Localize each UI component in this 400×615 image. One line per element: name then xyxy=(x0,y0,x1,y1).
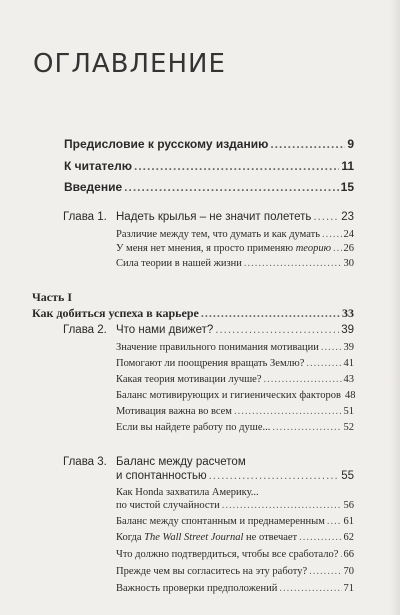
toc-page-number: 39 xyxy=(341,324,354,336)
toc-page-number: 23 xyxy=(341,211,354,223)
leader-dots xyxy=(201,306,340,318)
toc-subentry[interactable] xyxy=(116,243,354,254)
toc-page-number: 70 xyxy=(343,566,354,577)
toc-entry-label xyxy=(116,243,331,254)
toc-subentry[interactable] xyxy=(116,406,354,417)
toc-entry-label: Предисловие к русскому изданию xyxy=(64,137,269,151)
toc-page-number: 41 xyxy=(343,358,354,369)
leader-dots xyxy=(333,243,342,254)
toc-entry-label: Сила теории в нашей жизни xyxy=(116,258,242,269)
toc-entry-label: Помогают ли поощрения вращать Землю? xyxy=(116,358,305,369)
leader-dots xyxy=(124,180,338,192)
toc-entry-label: Баланс мотивирующих и гигиенических факторов xyxy=(116,390,341,401)
toc-page-number: 24 xyxy=(343,229,354,240)
leader-dots xyxy=(244,258,342,269)
toc-page-number: 11 xyxy=(341,159,354,173)
toc-entry-label: и спонтанностью xyxy=(116,470,207,482)
toc-subentry[interactable] xyxy=(116,583,354,594)
toc-entry-label: Баланс между спонтанным и преднамеренным xyxy=(116,516,325,527)
leader-dots xyxy=(340,549,341,560)
toc-subentry[interactable] xyxy=(116,532,354,543)
toc-page-number: 33 xyxy=(342,306,354,320)
leader-dots xyxy=(279,583,341,594)
label-emphasis: The Wall Street Journal xyxy=(144,532,244,543)
chapter-number: Глава 3. xyxy=(63,456,107,468)
toc-entry-label: Надеть крылья – не значит полететь xyxy=(116,211,312,223)
toc-entry-label: К читателю xyxy=(64,159,132,173)
toc-page-number: 9 xyxy=(347,137,354,151)
toc-entry-label: Как добиться успеха в карьере xyxy=(32,306,199,320)
label-emphasis: теорию xyxy=(295,243,331,254)
leader-dots xyxy=(264,374,342,385)
toc-subentry[interactable] xyxy=(116,258,354,269)
toc-entry-label: Значение правильного понимания мотивации xyxy=(116,342,319,353)
label-text: У меня нет мнения, я просто применяю xyxy=(116,243,296,254)
toc-page-number: 48 xyxy=(344,390,356,401)
toc-entry-introduction[interactable] xyxy=(64,180,354,194)
toc-page-number: 26 xyxy=(343,243,354,254)
toc-page-number: 71 xyxy=(343,583,354,594)
toc-entry-to-reader[interactable] xyxy=(64,159,354,173)
toc-entry-label: Прежде чем вы согласитесь на эту работу? xyxy=(116,566,308,577)
toc-page-number: 43 xyxy=(343,374,354,385)
leader-dots xyxy=(309,566,341,577)
page-title: ОГЛАВЛЕНИЕ xyxy=(33,49,226,80)
toc-entry-label: Что должно подтвердиться, чтобы все сработало? xyxy=(116,549,339,560)
label-text: Когда xyxy=(116,532,145,543)
leader-dots xyxy=(134,159,339,171)
subentry-title-line: Как Honda захватила Америку... xyxy=(116,487,259,498)
toc-entry-label xyxy=(116,532,297,543)
toc-subentry[interactable] xyxy=(116,500,354,511)
toc-page-number: 56 xyxy=(343,500,354,511)
toc-entry-label: Если вы найдете работу по душе... xyxy=(116,422,271,433)
leader-dots xyxy=(313,211,339,223)
leader-dots xyxy=(270,137,345,149)
leader-dots xyxy=(306,358,341,369)
toc-subentry[interactable] xyxy=(116,342,354,353)
leader-dots xyxy=(327,516,342,527)
leader-dots xyxy=(215,324,339,336)
toc-entry-label: Мотивация важна во всем xyxy=(116,406,232,417)
leader-dots xyxy=(234,406,342,417)
toc-entry-label: по чистой случайности xyxy=(116,500,220,511)
toc-page-number: 51 xyxy=(343,406,354,417)
toc-page-number: 55 xyxy=(341,470,354,482)
toc-subentry[interactable] xyxy=(116,374,354,385)
leader-dots xyxy=(222,500,342,511)
toc-page-number: 15 xyxy=(340,180,354,194)
toc-subentry[interactable] xyxy=(116,566,354,577)
toc-page-number: 66 xyxy=(343,549,354,560)
toc-subentry[interactable] xyxy=(116,516,354,527)
toc-entry-label: Введение xyxy=(64,180,123,194)
toc-entry-chapter-1[interactable] xyxy=(116,211,354,223)
leader-dots xyxy=(321,342,342,353)
leader-dots xyxy=(322,229,341,240)
toc-entry-chapter-3[interactable] xyxy=(116,470,354,482)
toc-entry-chapter-2[interactable] xyxy=(116,324,354,336)
label-text: не отвечает xyxy=(243,532,298,543)
toc-subentry[interactable] xyxy=(116,422,354,433)
leader-dots xyxy=(272,422,341,433)
toc-subentry[interactable] xyxy=(116,390,354,401)
toc-page-number: 61 xyxy=(343,516,354,527)
toc-subentry[interactable] xyxy=(116,358,354,369)
toc-page-number: 52 xyxy=(343,422,354,433)
toc-subentry[interactable] xyxy=(116,229,354,240)
page-edge xyxy=(390,0,400,615)
toc-entry-label: Какая теория мотивации лучше? xyxy=(116,374,262,385)
chapter-number: Глава 2. xyxy=(63,324,107,336)
leader-dots xyxy=(209,470,340,482)
toc-page-number: 39 xyxy=(343,342,354,353)
chapter-number: Глава 1. xyxy=(63,211,107,223)
toc-entry-part-1[interactable] xyxy=(32,306,354,321)
leader-dots xyxy=(299,532,341,543)
toc-entry-label: Что нами движет? xyxy=(116,324,214,336)
toc-page-number: 30 xyxy=(343,258,354,269)
toc-entry-label: Важность проверки предположений xyxy=(116,583,278,594)
toc-page-number: 62 xyxy=(343,532,354,543)
toc-entry-label: Различие между тем, что думать и как думать xyxy=(116,229,321,240)
toc-entry-preface[interactable] xyxy=(64,137,354,151)
part-label: Часть I xyxy=(32,290,73,304)
chapter-title-line: Баланс между расчетом xyxy=(116,456,246,468)
toc-subentry[interactable] xyxy=(116,549,354,560)
